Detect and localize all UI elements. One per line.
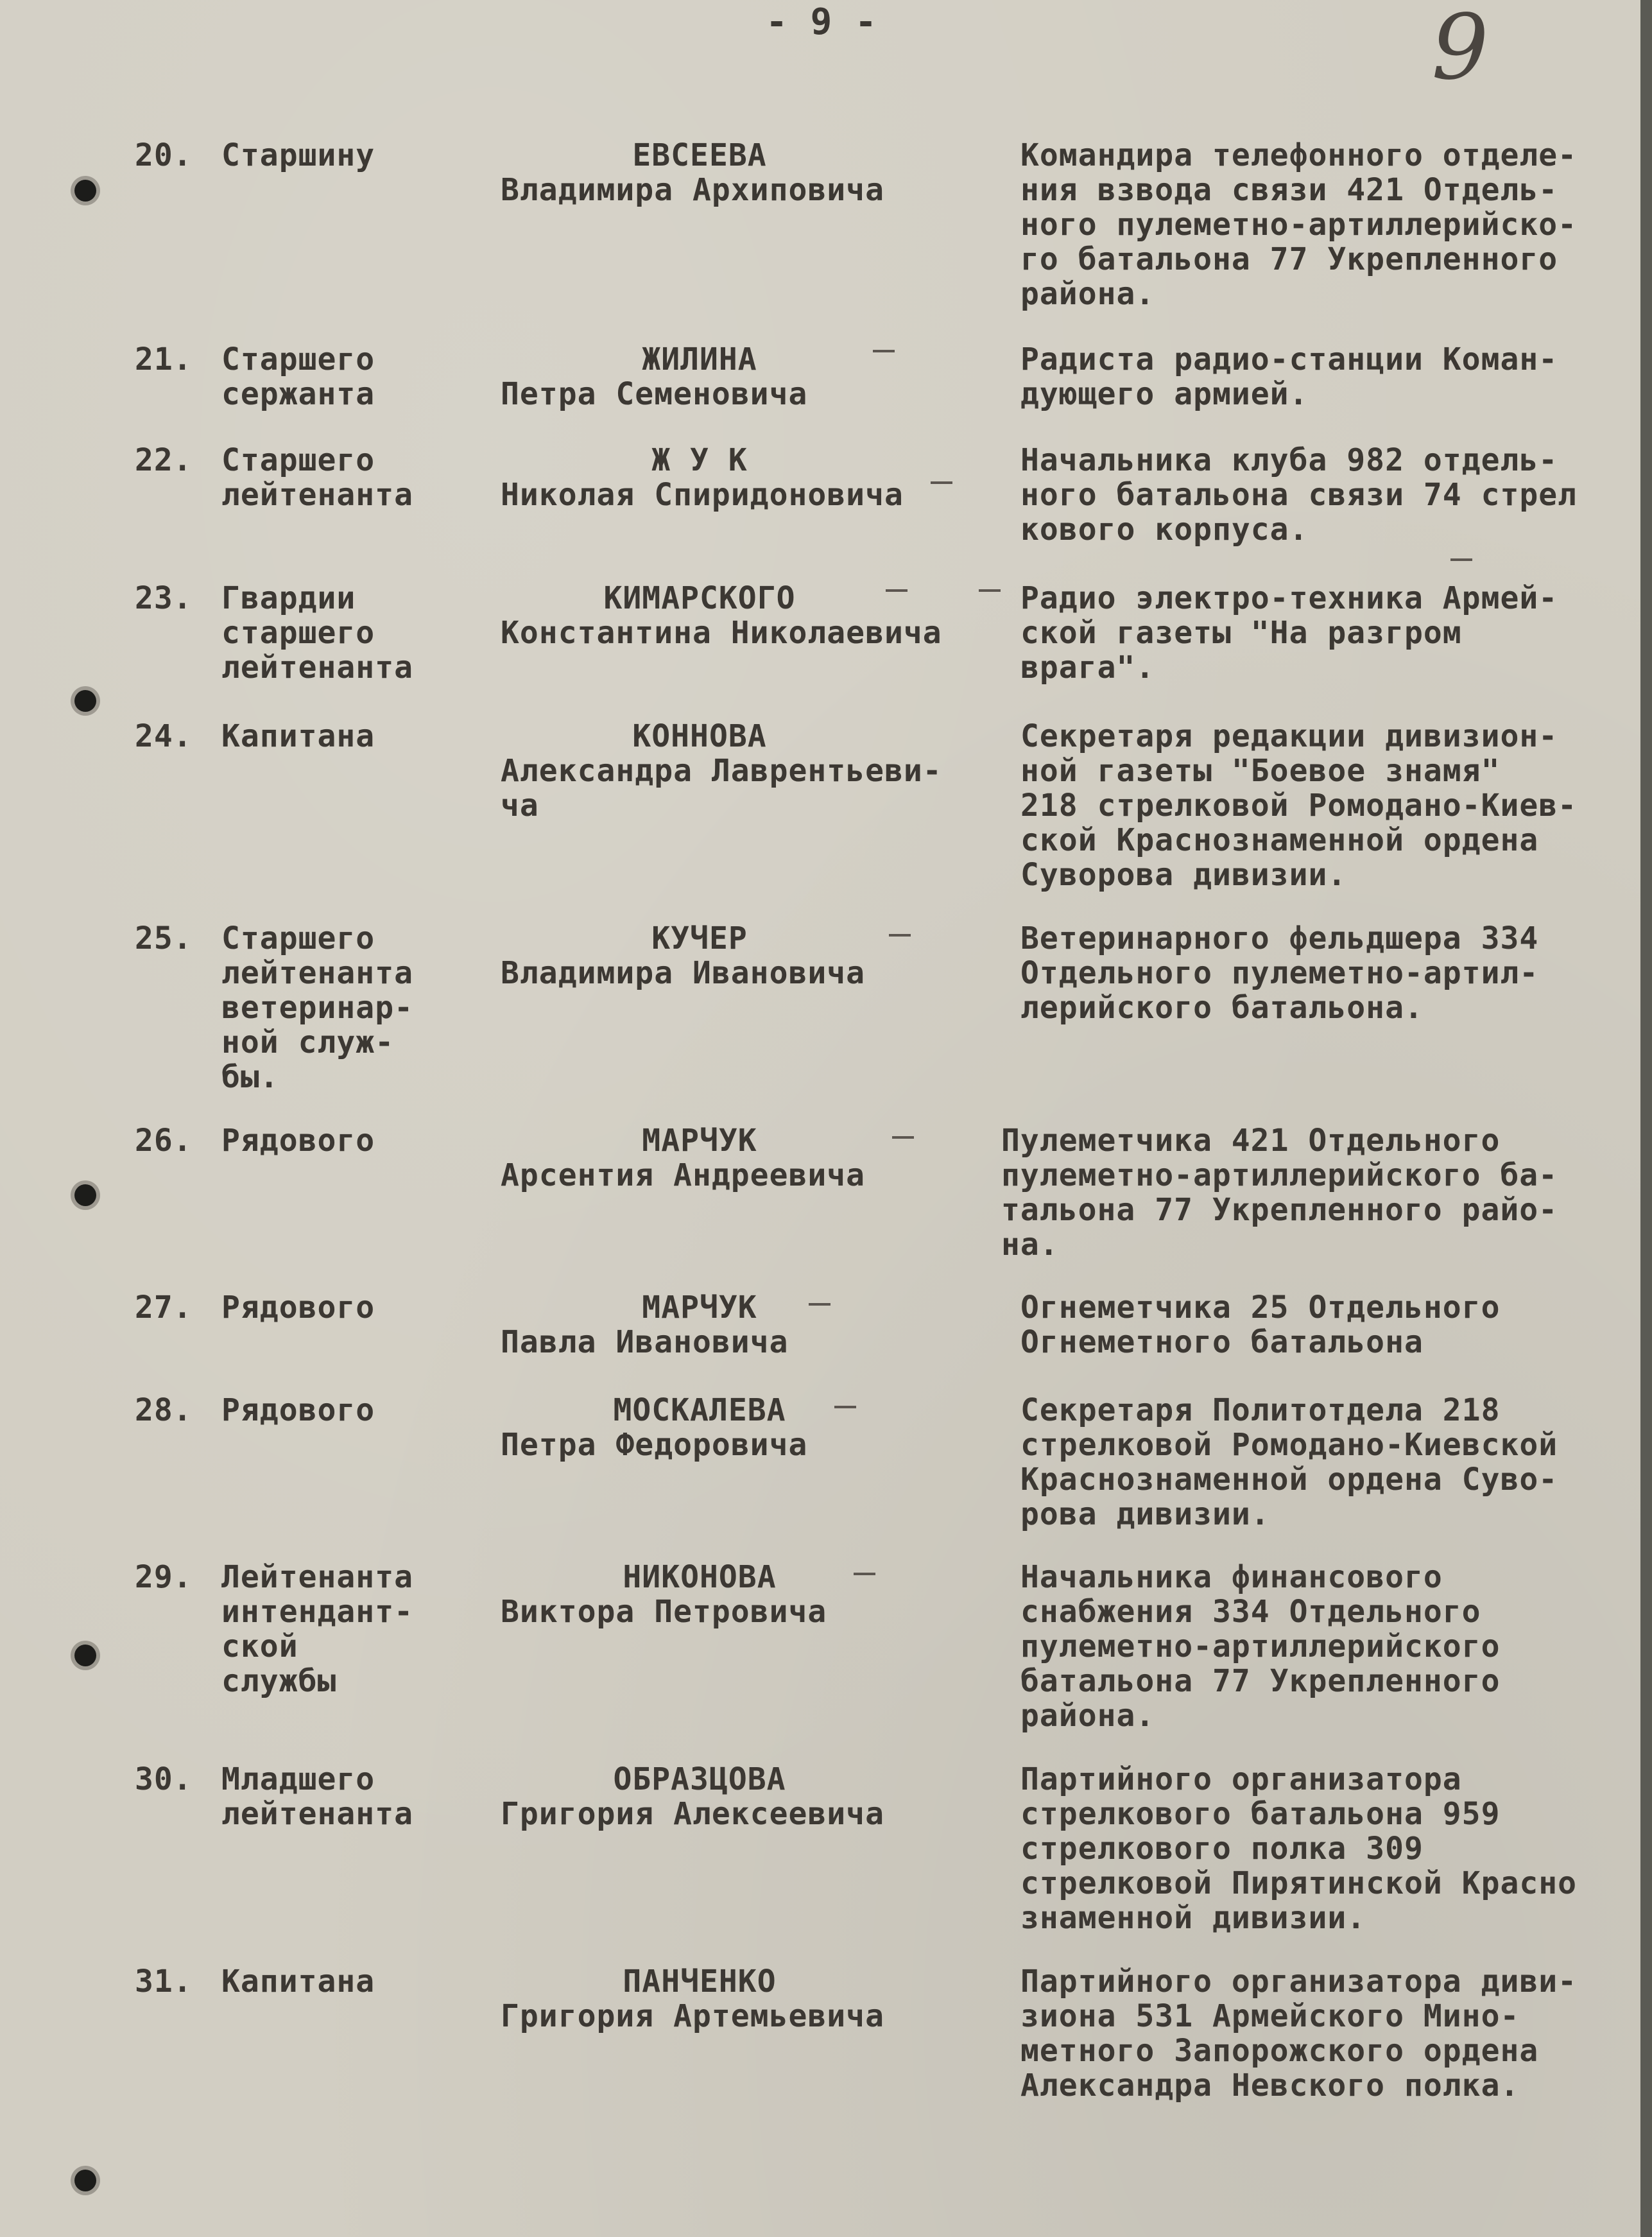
entry-rank: Старшину [221,137,375,173]
entry-given-names: Виктора Петровича [501,1594,827,1630]
typed-dash-mark [834,1406,856,1408]
entry-number: 20. [135,137,193,173]
entry-name [501,1393,1014,1462]
entry-position: Радиста радио-станции Коман- дующего армией. [1020,341,1558,412]
entry-number: 29. [135,1559,193,1595]
entry-given-names: Григория Алексеевича [501,1796,884,1832]
entry-surname: ЖИЛИНА [642,341,757,377]
entry-name [501,581,1014,650]
entry-surname: МАРЧУК [642,1123,757,1159]
entry-position: Секретаря редакции дивизион- ной газеты "Боевое знамя" 218 стрелковой Ромодано-Киев- ской Краснознаменной ордена Суворова дивизии. [1020,718,1578,893]
typed-dash-mark [979,589,1001,592]
entry-surname: МОСКАЛЕВА [613,1392,786,1428]
entry-given-names: Александра Лаврентьеви- ча [501,753,942,824]
entry-position: Радио электро-техника Армей- ской газеты "На разгром врага". [1020,580,1558,686]
entry-number: 31. [135,1964,193,1999]
entry-rank: Лейтенанта интендант- ской службы [221,1559,413,1699]
entry-name [501,1560,1014,1629]
entry-number: 28. [135,1392,193,1428]
entry-given-names: Николая Спиридоновича [501,477,904,513]
entry-position: Командира телефонного отделе- ния взвода связи 421 Отдель- ного пулеметно-артиллерийско- го батальона 77 Укрепленного района. [1020,137,1578,312]
typed-dash-mark [854,1573,875,1575]
entry-position: Секретаря Политотдела 218 стрелковой Ромодано-Киевской Краснознаменной ордена Суво- рова дивизии. [1020,1392,1558,1532]
entry-rank: Гвардии старшего лейтенанта [221,580,413,686]
entry-surname: КОННОВА [632,718,767,754]
punch-hole [74,690,96,712]
entry-number: 24. [135,718,193,754]
entry-rank: Капитана [221,718,375,754]
entry-surname: КУЧЕР [651,920,748,956]
entry-rank: Капитана [221,1964,375,1999]
entry-name [501,1762,1014,1831]
entry-surname: КИМАРСКОГО [603,580,796,616]
entry-surname: ЕВСЕЕВА [632,137,767,173]
scan-edge [1640,0,1652,2237]
entry-name [501,1964,1014,2034]
entry-position: Огнеметчика 25 Отдельного Огнеметного батальона [1020,1290,1501,1360]
entry-given-names: Владимира Ивановича [501,955,866,991]
entry-rank: Младшего лейтенанта [221,1761,413,1832]
entry-given-names: Петра Семеновича [501,376,808,412]
entry-position: Партийного организатора диви- зиона 531 Армейского Мино- метного Запорожского ордена Александра Невского полка. [1020,1964,1578,2103]
entry-name [501,443,1014,512]
entry-rank: Старшего сержанта [221,341,375,412]
typed-dash-mark [886,589,908,592]
entry-position: Партийного организатора стрелкового батальона 959 стрелкового полка 309 стрелковой Пирятинской Красно знаменной дивизии. [1020,1761,1578,1936]
entry-given-names: Владимира Архиповича [501,172,884,208]
entry-surname: НИКОНОВА [623,1559,777,1595]
punch-hole [74,1184,96,1206]
entry-number: 25. [135,920,193,956]
entry-rank: Рядового [221,1392,375,1428]
entry-rank: Старшего лейтенанта ветеринар- ной служ- бы. [221,920,413,1095]
handwritten-page-number: 9 [1431,0,1489,100]
entry-given-names: Петра Федоровича [501,1427,808,1463]
entry-surname: ПАНЧЕНКО [623,1964,777,1999]
typed-dash-mark [873,350,895,352]
entry-name [501,138,1014,207]
typed-dash-mark [809,1303,830,1306]
entry-number: 30. [135,1761,193,1797]
entry-given-names: Арсентия Андреевича [501,1157,866,1193]
page-number: - 9 - [766,1,877,43]
entry-number: 23. [135,580,193,616]
entry-surname: ОБРАЗЦОВА [613,1761,786,1797]
entry-number: 26. [135,1123,193,1159]
entry-name [501,1290,1014,1360]
entry-name [501,921,1014,990]
entry-number: 27. [135,1290,193,1326]
entry-position: Начальника клуба 982 отдель- ного батальона связи 74 стрел кового корпуса. [1020,442,1578,548]
entry-name [501,1123,1014,1193]
entry-rank: Рядового [221,1123,375,1159]
punch-hole [74,2170,96,2191]
punch-hole [74,1645,96,1666]
entry-number: 21. [135,341,193,377]
entry-given-names: Григория Артемьевича [501,1998,884,2034]
typed-dash-mark [889,934,911,937]
typed-dash-mark [931,481,952,484]
entry-rank: Старшего лейтенанта [221,442,413,513]
entry-given-names: Константина Николаевича [501,615,942,651]
entry-position: Пулеметчика 421 Отдельного пулеметно-артиллерийского ба- тальона 77 Укрепленного райо- на. [1001,1123,1558,1263]
entry-rank: Рядового [221,1290,375,1326]
entry-number: 22. [135,442,193,478]
entry-surname: Ж У К [651,442,748,478]
entry-given-names: Павла Ивановича [501,1324,789,1360]
entry-name [501,719,1014,823]
entry-position: Ветеринарного фельдшера 334 Отдельного пулеметно-артил- лерийского батальона. [1020,920,1539,1026]
entry-surname: МАРЧУК [642,1290,757,1326]
typed-dash-mark [1450,558,1472,561]
entry-position: Начальника финансового снабжения 334 Отдельного пулеметно-артиллерийского батальона 77 Укрепленного района. [1020,1559,1501,1734]
entry-name [501,342,1014,411]
punch-hole [74,180,96,202]
typed-dash-mark [892,1136,914,1139]
